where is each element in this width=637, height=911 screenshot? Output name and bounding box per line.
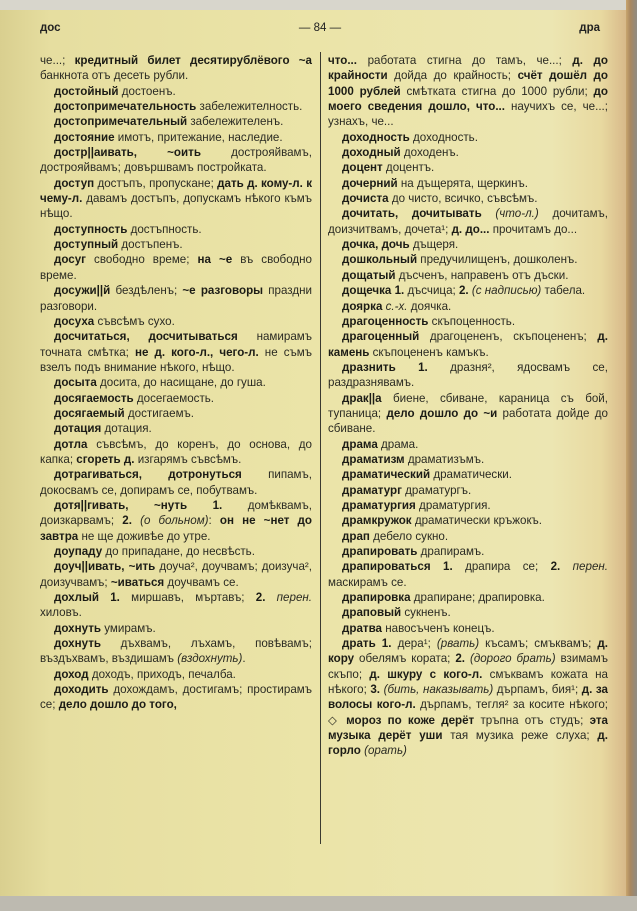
dictionary-entry: драпировка драпиране; драпировка.: [342, 591, 545, 605]
dictionary-entry: доупаду до припадане, до несвѣсть.: [54, 545, 255, 558]
dictionary-entry: доступный достъпенъ.: [54, 238, 183, 252]
dictionary-entry: дочерний на дъщерята, щеркинъ.: [342, 176, 528, 190]
dictionary-entry: досчитаться, досчитываться намирамъ точната смѣтка; не д. кого-л., чего-л. не съмъ взелъ подъ внимание нѣкого, нѣщо.: [40, 330, 312, 374]
dictionary-entry: дразнить 1. дразня², ядосвамъ се, раздразнявамъ.: [328, 360, 608, 390]
dictionary-entry: драть 1. дера¹; (рвать) късамъ; смъквамъ; д. кору обелямъ кората; 2. (дорого брать) взимамъ скъпо; д. шкуру с кого-л. смъквамъ кожата на нѣкого; 3. (бить, наказывать) дърпамъ, бия¹; д. за волосы кого-л. дърпамъ, тегля² за косите нѣкого; ◇ мороз по коже дерёт тръпна отъ студъ; эта музыка дерёт уши тая музика реже слуха; д. горло (орать): [328, 637, 609, 758]
dictionary-entry: дочка, дочь дъщеря.: [342, 238, 459, 252]
right-guide-word: дра: [579, 22, 600, 34]
dictionary-entry: драматизм драматизъмъ.: [342, 452, 485, 466]
dictionary-entry: доходить дохождамъ, достигамъ; простирамъ се; дело дошло до того,: [40, 683, 312, 712]
dictionary-entry: че...; кредитный билет десятирублёвого ~а банкнота отъ десеть рубли.: [40, 54, 312, 83]
page-edge: [626, 0, 637, 911]
dictionary-entry: драматический драматически.: [342, 468, 512, 482]
dictionary-entry: драп дебело сукно.: [342, 529, 449, 543]
dictionary-entry: драповый сукненъ.: [342, 606, 451, 620]
dictionary-entry: драгоценность скъпоценность.: [342, 314, 516, 328]
right-column: [328, 53, 608, 759]
left-column: [40, 53, 312, 713]
dictionary-entry: досуха съвсѣмъ сухо.: [54, 314, 175, 328]
page-bottom-margin: [0, 896, 637, 911]
dictionary-entry: дохнуть умирамъ.: [54, 621, 156, 635]
dictionary-entry: достояние имотъ, притежание, наследие.: [54, 130, 283, 144]
page-number: — 84 —: [298, 22, 342, 34]
dictionary-entry: достр||аивать, ~оить дострояйвамъ, дострояйвамъ; довършвамъ постройката.: [40, 146, 312, 175]
dictionary-entry: дощатый дъсченъ, направенъ отъ дъски.: [342, 268, 569, 282]
dictionary-entry: доступ достъпъ, пропускане; дать д. кому-л. к чему-л. давамъ достъпъ, допускамъ нѣкого къмъ нѣщо.: [40, 176, 312, 221]
dictionary-entry: дочиста до чисто, всичко, съвсѣмъ.: [342, 192, 538, 206]
dictionary-entry: драк||а биене, сбиване, караница съ бой, тупаница; дело дошло до ~и работата дойде до сбиване.: [328, 391, 608, 436]
dictionary-entry: дотя||гивать, ~нуть 1. домѣквамъ, доизкарвамъ; 2. (о больном): он не ~нет до завтра не ще доживѣе до утре.: [40, 498, 312, 543]
dictionary-entry: драпировать драпирамъ.: [342, 545, 485, 558]
dictionary-entry: драгоценный драгоцененъ, скъпоцененъ; д. камень скъпоцененъ камъкъ.: [328, 330, 608, 359]
dictionary-entry: дочитать, дочитывать (что-л.) дочитамъ, доизчитвамъ, дочета¹; д. до... прочитамъ до...: [328, 207, 609, 236]
dictionary-entry: доуч||ивать, ~ить доуча², доучвамъ; доизуча², доизучвамъ; ~иваться доучвамъ се.: [40, 560, 312, 589]
dictionary-entry: дохнуть дъхвамъ, лъхамъ, повѣвамъ; въздъхвамъ, въздишамъ (вздохнуть).: [40, 637, 312, 666]
dictionary-entry: досягаемость досегаемость.: [54, 391, 215, 405]
dictionary-entry: доход доходъ, приходъ, печалба.: [54, 667, 236, 681]
dictionary-entry: достопримечательность забележителность.: [54, 100, 303, 114]
dictionary-entry: доярка с.-х. доячка.: [342, 299, 452, 313]
dictionary-entry: доходный доходенъ.: [342, 146, 459, 160]
column-divider: [320, 52, 321, 844]
dictionary-entry: дратва навосъченъ конецъ.: [342, 621, 495, 635]
dictionary-entry: что... работата стигна до тамъ, че...; д. до крайности дойда до крайность; счёт дошёл до 1000 рублей смѣтката стигна до 1000 рубли; до моего сведения дошло, что... научихъ се, че...; узнахъ, че...: [328, 54, 609, 129]
dictionary-entry: дотла съвсѣмъ, до коренъ, до основа, до капка; сгореть д. изгарямъ съвсѣмъ.: [40, 437, 312, 466]
dictionary-entry: доцент доцентъ.: [342, 161, 435, 175]
dictionary-entry: дотрагиваться, дотронуться пипамъ, докосвамъ се, допирамъ се, побутвамъ.: [40, 468, 312, 497]
page-header: [40, 22, 600, 42]
dictionary-entry: достойный достоенъ.: [54, 84, 176, 98]
dictionary-entry: драпироваться 1. драпира се; 2. перен. маскирамъ се.: [328, 560, 608, 589]
dictionary-entry: драма драма.: [342, 437, 419, 451]
dictionary-entry: достопримечательный забележителенъ.: [54, 115, 284, 129]
dictionary-entry: дощечка 1. дъсчица; 2. (с надписью) табела.: [342, 284, 586, 298]
dictionary-entry: досуг свободно време; на ~е въ свободно време.: [40, 253, 313, 282]
dictionary-entry: доступность достъпность.: [54, 222, 202, 236]
dictionary-entry: дохлый 1. миршавъ, мъртавъ; 2. перен. хиловъ.: [40, 591, 312, 620]
dictionary-entry: досягаемый достигаемъ.: [54, 406, 195, 420]
dictionary-entry: дотация дотация.: [54, 422, 152, 436]
dictionary-entry: дошкольный предучилищенъ, дошколенъ.: [342, 253, 578, 267]
dictionary-entry: драмкружок драматически кръжокъ.: [342, 514, 543, 528]
dictionary-entry: драматургия драматургия.: [342, 498, 491, 512]
dictionary-entry: драматург драматургъ.: [342, 483, 472, 497]
dictionary-entry: доходность доходность.: [342, 130, 478, 144]
dictionary-entry: досыта досита, до насищане, до гуша.: [54, 376, 266, 390]
dictionary-entry: досужи||й бездѣленъ; ~е разговоры праздни разговори.: [40, 284, 312, 313]
left-guide-word: дос: [40, 22, 61, 34]
